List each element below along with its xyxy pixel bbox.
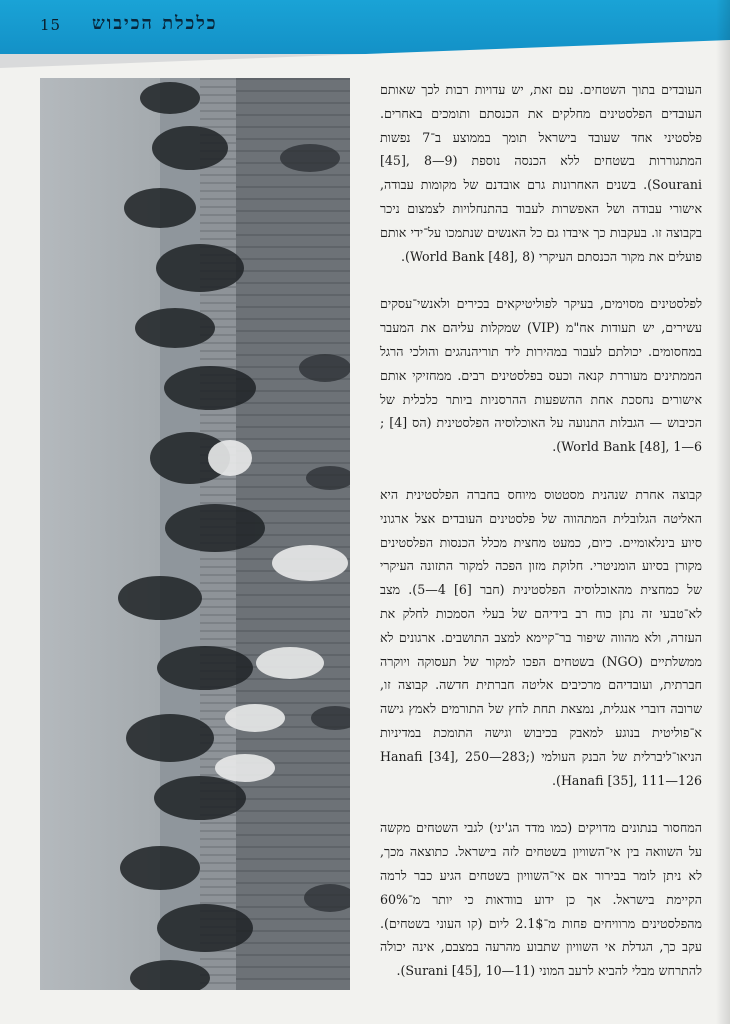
running-title: כלכלת הכיבוש <box>92 13 218 34</box>
page-edge-shadow <box>716 0 730 1024</box>
paragraph-1: העובדים בתוך השטחים. עם זאת, יש עדויות רבות לכך שאותם העובדים הפלסטינים מחלקים את הכנסתם ותומכים באחרים. פלסטיני אחד שעובד בישראל תומך בממוצע ב־7 נפשות המתגוררות בשטחים ללא הכנסה נוספת (9—8 ,[45] Sourani). בשנים האחרונות גרם אובדנם של מקומות עבודה, אישורי עבודה ושל האפשרות לעבוד בהתנחלויות לצמצום ניכר בקבוצה זו. בעקבות כך איבדו גם כל האנשים שנתמכו על־ידי אותם פועלים את מקור הכנסתם העיקרי (World Bank [48], 8). <box>380 82 703 264</box>
paragraph-4: המחסור בנתונים מדויקים (כמו מדד הג'יני) לגבי השטחים מקשה על השוואה בין אי־השוויון בשטחים לזה בישראל. כתוצאה מכך, לא ניתן לומר בבירור אם אי־השוויון בשטחים הגיע כבר לרמה הקיימת בישראל. אך כן ידוע בוודאות כי יותר מ־60% מהפלסטינים מרוויחים פחות מ־2.1$ ליום (קו העוני בשטחים). עקב כך, הגדלת אי השוויון שתבוע מהרעה במצבם, אינה יכולה להתרחש מבלי להביא לרעב המוני (11—10 ,[45] Surani). <box>380 820 702 979</box>
paragraph-2: לפלסטינים מסוימים, בעיקר לפוליטיקאים בכירים ולאנשי־עסקים עשירים, יש תעודות אח"מ (VIP) שמקלות עליהם את המעבר במחסומים. יכולתם לעבור במהירות ליד תוריהנהגים והולכי הרגל הממתינים מעוררת קנאה וכעס בפלסטינים רבים. ממחזיקי אותם אישורים נחסכת אחת ההשפעות ההרסניות ביותר כלכלית של הכיבוש — הגבלות התנועה על האוכלוסיה הפלסטינית (הס [4] ; 6—1 ,[48] World Bank). <box>380 296 702 455</box>
article-text-column <box>380 78 702 998</box>
paragraph-3: קבוצה אחרת שנהנית מסטטוס מיוחס בחברה הפלסטינית היא האליטה הגלובלית המתהווה של פלסטינים העובדים אצל ארגוני סיוע בינלאומיים. כיום, כמעט מחצית מכלל הכנסות הפלסטינים מקורן בסיוע הומניטרי. חלוקת מזון הפכה למקור התזונה העיקרי של כמחצית מהאוכלוסיה הפלסטינית (חבר [6] 4—5). מצב לא־טבעי זה נתן כוח רב בידיהם של בעלי הסמכות לחלק את העזרה, ולא מהווה שיפור בר־קיימא למצב התושבים. ארגונים לא ממשלתיים (NGO) בשטחים הפכו למקור של תעסוקה ויוקרה חברתית, ועובדיהם מרכיבים אליטה חברתית חדשה. קבוצה זו, שרובה דוברי אנגלית, נמצאת תחת לחץ של התורמים לאמץ גישה א־פוליטית בנוגע למאבק בכיבוש וגישה התומכת במדיניות הניאו־ליברלית של הבנק העולמי (Hanafi [34], 250—283; Hanafi [35], 111—126). <box>380 486 702 788</box>
crowd-photo <box>40 78 350 990</box>
page-number: 15 <box>40 16 62 34</box>
crowd-figures-icon <box>40 78 350 990</box>
